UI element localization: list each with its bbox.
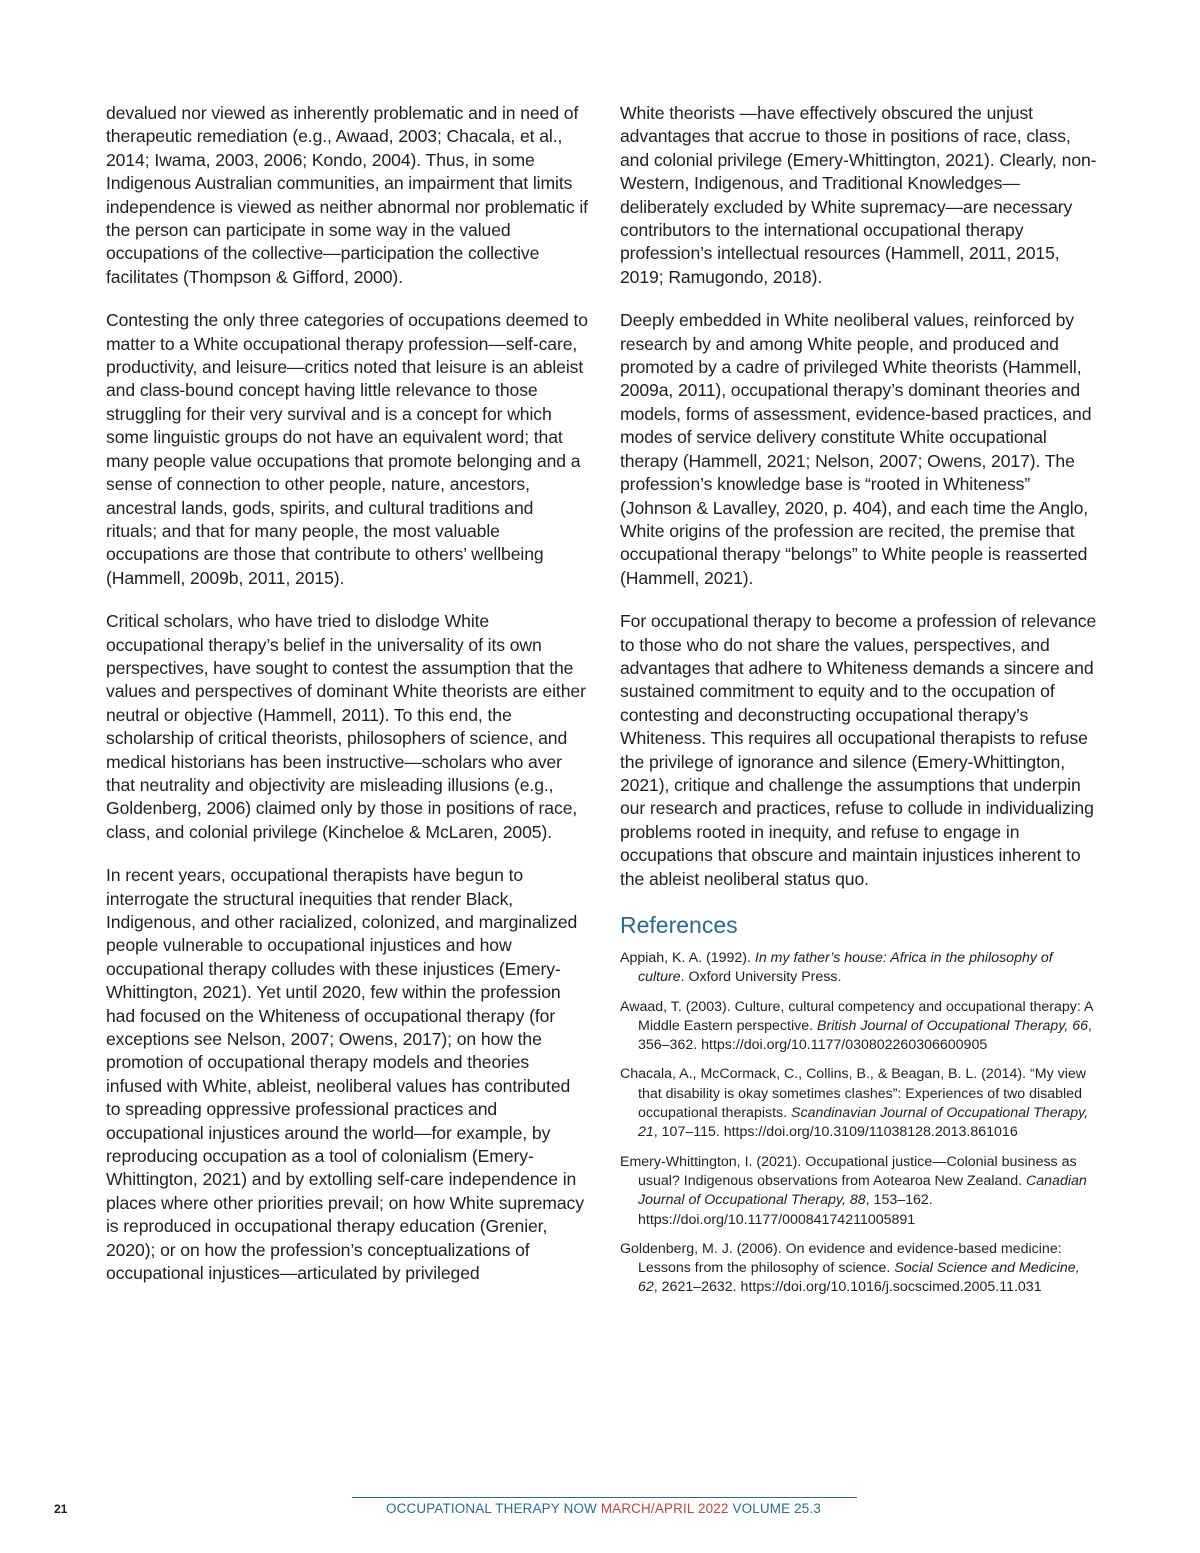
page-number: 21 — [54, 1502, 68, 1516]
body-paragraph: Deeply embedded in White neoliberal values, reinforced by research by and among White people, and produced and promoted by a cadre of privileged White theorists (Hammell, 2009a, 2011), occupational therapy’s dominant theories and models, forms of assessment, evidence-based practices, and modes of service delivery constitute White occupational therapy (Hammell, 2021; Nelson, 2007; Owens, 2017). The profession’s knowledge base is “rooted in Whiteness” (Johnson & Lavalley, 2020, p. 404), and each time the Anglo, White origins of the profession are recited, the premise that occupational therapy “belongs” to White people is reasserted (Hammell, 2021). — [620, 310, 1092, 588]
reference-text: . Oxford University Press. — [680, 969, 842, 986]
reference-text: Emery-Whittington, I. (2021). Occupational justice—Colonial business as usual? Indigenous observations from Aotearoa New Zealand. — [620, 1153, 1077, 1189]
reference-text: Goldenberg, M. J. (2006). On evidence and evidence-based medicine: Lessons from the philosophy of science. — [620, 1240, 1062, 1277]
reference-text: , 153–162. https://doi.org/10.1177/00084174211005891 — [638, 1192, 933, 1228]
reference-title: Scandinavian Journal of Occupational Therapy, 21 — [638, 1105, 1089, 1141]
reference-title: In my father’s house: Africa in the philosophy of culture — [638, 950, 1053, 986]
magazine-name: OCCUPATIONAL THERAPY NOW — [386, 1501, 597, 1516]
reference-text: Appiah, K. A. (1992). — [620, 950, 755, 966]
reference-title: Social Science and Medicine, 62 — [638, 1260, 1080, 1296]
reference-text: , 107–115. https://doi.org/10.3109/11038128.2013.861016 — [653, 1124, 1018, 1141]
body-paragraph: Critical scholars, who have tried to dislodge White occupational therapy’s belief in the universality of its own perspectives, have sought to contest the assumption that the values and perspectives of dominant White theorists are either neutral or objective (Hammell, 2011). To this end, the scholarship of critical theorists, philosophers of science, and medical historians has been instructive—scholars who aver that neutrality and objectivity are misleading illusions (e.g., Goldenberg, 2006) claimed only by those in positions of race, class, and colonial privilege (Kincheloe & McLaren, 2005). — [106, 611, 586, 842]
reference-entry — [620, 1065, 1100, 1142]
issue-date: MARCH/APRIL 2022 — [600, 1501, 729, 1516]
footer-rule — [352, 1497, 857, 1498]
right-column — [620, 102, 1100, 1308]
references-heading: References — [620, 912, 738, 938]
references-list — [620, 949, 1100, 1298]
body-paragraph: White theorists —have effectively obscured the unjust advantages that accrue to those in positions of race, class, and colonial privilege (Emery-Whittington, 2021). Clearly, non-Western, Indigenous, and Traditional Knowledges—deliberately excluded by White supremacy—are necessary contributors to the international occupational therapy profession’s intellectual resources (Hammell, 2011, 2015, 2019; Ramugondo, 2018). — [620, 103, 1097, 287]
volume-number: VOLUME 25.3 — [732, 1501, 822, 1516]
reference-text: Awaad, T. (2003). Culture, cultural competency and occupational therapy: A Middle Eastern perspective. — [620, 998, 1093, 1034]
body-paragraph: devalued nor viewed as inherently problematic and in need of therapeutic remediation (e.g., Awaad, 2003; Chacala, et al., 2014; Iwama, 2003, 2006; Kondo, 2004). Thus, in some Indigenous Australian communities, an impairment that limits independence is viewed as neither abnormal nor problematic if the person can participate in some way in the valued occupations of the collective—participation the collective facilitates (Thompson & Gifford, 2000). — [106, 103, 588, 287]
reference-text: Chacala, A., McCormack, C., Collins, B., & Beagan, B. L. (2014). “My view that disability is okay sometimes clashes”: Experiences of two disabled occupational therapists. — [620, 1066, 1086, 1122]
reference-entry — [620, 1153, 1100, 1230]
reference-entry — [620, 1240, 1100, 1298]
left-column — [106, 102, 588, 1306]
body-paragraph: In recent years, occupational therapists have begun to interrogate the structural inequities that render Black, Indigenous, and other racialized, colonized, and marginalized people vulnerable to occupational injustices and how occupational therapy colludes with these injustices (Emery-Whittington, 2021). Yet until 2020, few within the profession had focused on the Whiteness of occupational therapy (for exceptions see Nelson, 2007; Owens, 2017); on how the promotion of occupational therapy models and theories infused with White, ableist, neoliberal values has contributed to spreading oppressive professional practices and occupational injustices around the world—for example, by reproducing occupation as a tool of colonialism (Emery-Whittington, 2021) and by extolling self-care independence in places where other priorities prevail; on how White supremacy is reproduced in occupational therapy education (Grenier, 2020); or on how the profession’s conceptualizations of occupational injustices—articulated by privileged — [106, 865, 584, 1284]
reference-text: , 356–362. https://doi.org/10.1177/030802260306600905 — [638, 1017, 1092, 1054]
reference-text: , 2621–2632. https://doi.org/10.1016/j.socscimed.2005.11.031 — [653, 1279, 1042, 1296]
footer-masthead — [386, 1501, 821, 1516]
body-paragraph: Contesting the only three categories of occupations deemed to matter to a White occupational therapy profession—self-care, productivity, and leisure—critics noted that leisure is an ableist and class-bound concept having little relevance to those struggling for their very survival and is a concept for which some linguistic groups do not have an equivalent word; that many people value occupations that promote belonging and a sense of connection to other people, nature, ancestors, ancestral lands, gods, spirits, and cultural traditions and rituals; and that for many people, the most valuable occupations are those that contribute to others’ wellbeing (Hammell, 2009b, 2011, 2015). — [106, 310, 588, 588]
reference-title: Canadian Journal of Occupational Therapy, 88 — [638, 1172, 1087, 1209]
body-paragraph: For occupational therapy to become a profession of relevance to those who do not share the values, perspectives, and advantages that adhere to Whiteness demands a sincere and sustained commitment to equity and to the occupation of contesting and deconstructing occupational therapy’s Whiteness. This requires all occupational therapists to refuse the privilege of ignorance and silence (Emery-Whittington, 2021), critique and challenge the assumptions that underpin our research and practices, refuse to collude in individualizing problems rooted in inequity, and refuse to engage in occupations that obscure and maintain injustices inherent to the ableist neoliberal status quo. — [620, 611, 1097, 889]
reference-entry — [620, 998, 1100, 1056]
reference-entry — [620, 949, 1100, 988]
reference-title: British Journal of Occupational Therapy, 66 — [817, 1017, 1089, 1034]
